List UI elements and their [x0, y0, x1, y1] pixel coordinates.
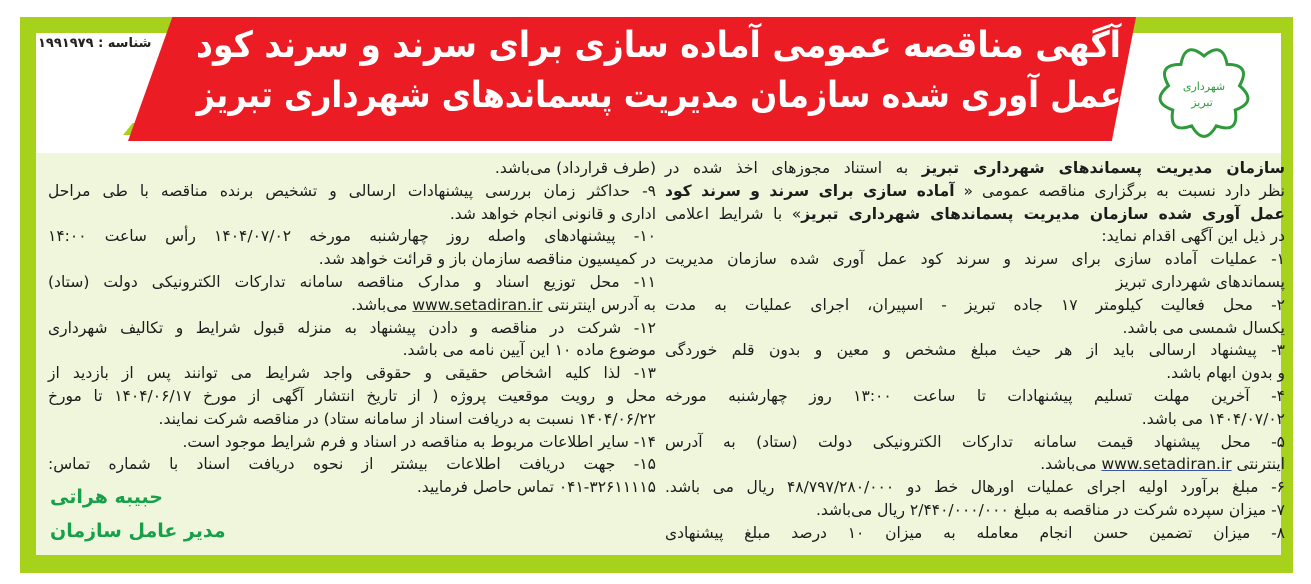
ad-title-line-1: آگهی مناقصه عمومی آماده سازی برای سرند و سرند کود — [196, 25, 1121, 66]
text: در کمیسیون مناقصه سازمان باز و قرائت خواهد شد. — [318, 250, 656, 269]
text: ۹- حداکثر زمان بررسی پیشنهادات ارسالی و تشخیص برنده مناقصه با طی مراحل — [48, 181, 656, 200]
text: ۴۸/۷۹۷/۲۸۰/۰۰۰ — [786, 478, 895, 497]
text-line — [665, 362, 1285, 385]
text-line — [48, 453, 656, 476]
text-line — [48, 431, 656, 454]
text-line — [48, 157, 656, 180]
text-line — [48, 203, 656, 226]
text-line — [48, 180, 656, 203]
signatory-role: مدیر عامل سازمان — [50, 520, 226, 542]
text: ۱- عملیات آماده سازی برای سرند و سرند کود عمل آوری شده سازمان مدیریت — [665, 250, 1285, 269]
text: می باشد. — [1141, 409, 1208, 428]
bold-text: عمل آوری شده سازمان مدیریت پسماندهای شهرداری تبریز — [801, 204, 1285, 223]
text: ۴- آخرین مهلت تسلیم پیشنهادات تا ساعت ۱۳:۰۰ روز چهارشنبه مورخه — [664, 386, 1285, 405]
text-line — [48, 248, 656, 271]
text-line — [665, 225, 1285, 248]
text-line — [48, 408, 656, 431]
text-line — [665, 339, 1285, 362]
text: ریال می باشد. — [665, 478, 787, 497]
text: ۵- محل پیشنهاد قیمت سامانه تدارکات الکترونیکی دولت (ستاد) به آدرس — [665, 432, 1285, 451]
bold-text: آماده سازی برای سرند و سرند کود — [665, 181, 955, 200]
text: ریال می‌باشد. — [815, 500, 910, 519]
bold-text: سازمان مدیریت پسماندهای شهرداری تبریز — [921, 159, 1285, 177]
text-line — [665, 317, 1285, 340]
text: و بدون ابهام باشد. — [1166, 364, 1285, 383]
ad-title-line-2: عمل آوری شده سازمان مدیریت پسماندهای شهرداری تبریز — [196, 75, 1121, 116]
text-line — [665, 157, 1285, 180]
left-column — [48, 157, 656, 499]
text: ۱۴۰۴/۰۶/۱۷ — [114, 386, 192, 405]
text-line — [48, 294, 656, 317]
text-line — [665, 180, 1285, 203]
text-line — [48, 385, 656, 408]
svg-text:تبریز: تبریز — [1191, 96, 1213, 109]
text: ۱۰- پیشنهادهای واصله روز چهارشنبه مورخه — [291, 227, 656, 246]
text: به آدرس اینترنتی — [542, 295, 656, 314]
text: می‌باشد. — [351, 295, 413, 314]
text-line — [665, 271, 1285, 294]
right-column — [665, 157, 1285, 545]
text-line — [665, 453, 1285, 476]
text: اداری و قانونی انجام خواهد شد. — [449, 204, 656, 223]
text-line — [48, 271, 656, 294]
text-line — [665, 522, 1285, 545]
text: ۱۴۰۴/۰۷/۰۲ — [214, 227, 292, 246]
text: ۱۴- سایر اطلاعات مربوط به مناقصه در اسناد و فرم شرایط موجود است. — [182, 432, 656, 451]
text-line — [48, 317, 656, 340]
text-line — [665, 294, 1285, 317]
text-line — [665, 431, 1285, 454]
text: تماس حاصل فرمایید. — [416, 478, 559, 497]
text: » با شرایط اعلامی — [664, 204, 802, 223]
text: نظر دارد نسبت به برگزاری مناقصه عمومی « — [954, 181, 1285, 200]
tabriz-municipality-logo — [1148, 36, 1260, 148]
text: ۷- میزان سپرده شرکت در مناقصه به مبلغ — [1008, 500, 1285, 519]
text: می‌باشد. — [1040, 455, 1102, 474]
text: تا مورخ — [48, 386, 115, 405]
text-line — [665, 476, 1285, 499]
text-line — [48, 362, 656, 385]
text: رأس ساعت ۱۴:۰۰ — [48, 227, 215, 246]
text: ۱۳- لذا کلیه اشخاص حقیقی و حقوقی واجد شرایط می توانند پس از بازدید از — [48, 364, 656, 383]
text: ۱۱- محل توزیع اسناد و مدارک مناقصه سامانه تدارکات الکترونیکی دولت (ستاد) — [48, 272, 656, 291]
text-line — [48, 225, 656, 248]
text: به استناد مجوزهای اخذ شده در — [665, 159, 922, 177]
text-line — [665, 203, 1285, 226]
text: ۸- میزان تضمین حسن انجام معامله به میزان ۱۰ درصد مبلغ پیشنهادی — [665, 523, 1285, 542]
text: ۱۴۰۴/۰۶/۲۲ — [578, 409, 656, 428]
text: ۲/۴۴۰/۰۰۰/۰۰۰ — [909, 500, 1009, 519]
text: در ذیل این آگهی اقدام نماید: — [1101, 227, 1285, 246]
text-line — [665, 408, 1285, 431]
text: (طرف قرارداد) می‌باشد. — [494, 159, 656, 177]
text-line — [48, 339, 656, 362]
text: ۶- مبلغ برآورد اولیه اجرای عملیات اورهال خط دو — [894, 478, 1285, 497]
website-link[interactable]: www.setadiran.ir — [412, 295, 543, 314]
website-link[interactable]: www.setadiran.ir — [1101, 455, 1232, 474]
text-line — [665, 385, 1285, 408]
ad-id: شناسه : ۱۹۹۱۹۷۹ — [38, 36, 152, 51]
text: نسبت به دریافت اسناد از سامانه ستاد) در مناقصه شرکت نمایند. — [158, 409, 579, 428]
text: ۱۴۰۴/۰۷/۰۲ — [1207, 409, 1285, 428]
signatory-name: حبیبه هراتی — [50, 486, 163, 508]
text: ۳- پیشنهاد ارسالی باید از هر حیث مبلغ مشخص و معین و بدون قلم خوردگی — [665, 341, 1285, 360]
text: ۰۴۱-۳۲۶۱۱۱۱۵ — [558, 478, 656, 497]
svg-text:شهرداری: شهرداری — [1182, 80, 1226, 93]
text-line — [665, 248, 1285, 271]
text: محل و رویت موقعیت پروژه ( از تاریخ انتشار آگهی از مورخ — [191, 386, 656, 405]
text-line — [665, 499, 1285, 522]
text: اینترنتی — [1231, 455, 1285, 474]
text: موضوع ماده ۱۰ این آیین نامه می باشد. — [402, 341, 656, 360]
text: ۱۲- شرکت در مناقصه و دادن پیشنهاد به منزله قبول شرایط و تکالیف شهرداری — [48, 318, 656, 337]
text: ۲- محل فعالیت کیلومتر ۱۷ جاده تبریز - اسپیران، اجرای عملیات به مدت — [665, 295, 1285, 314]
text: ۱۵- جهت دریافت اطلاعات بیشتر از نحوه دریافت اسناد با شماره تماس: — [48, 455, 656, 474]
text: یکسال شمسی می باشد. — [1122, 318, 1285, 337]
text: پسماندهای شهرداری تبریز — [1115, 272, 1285, 291]
